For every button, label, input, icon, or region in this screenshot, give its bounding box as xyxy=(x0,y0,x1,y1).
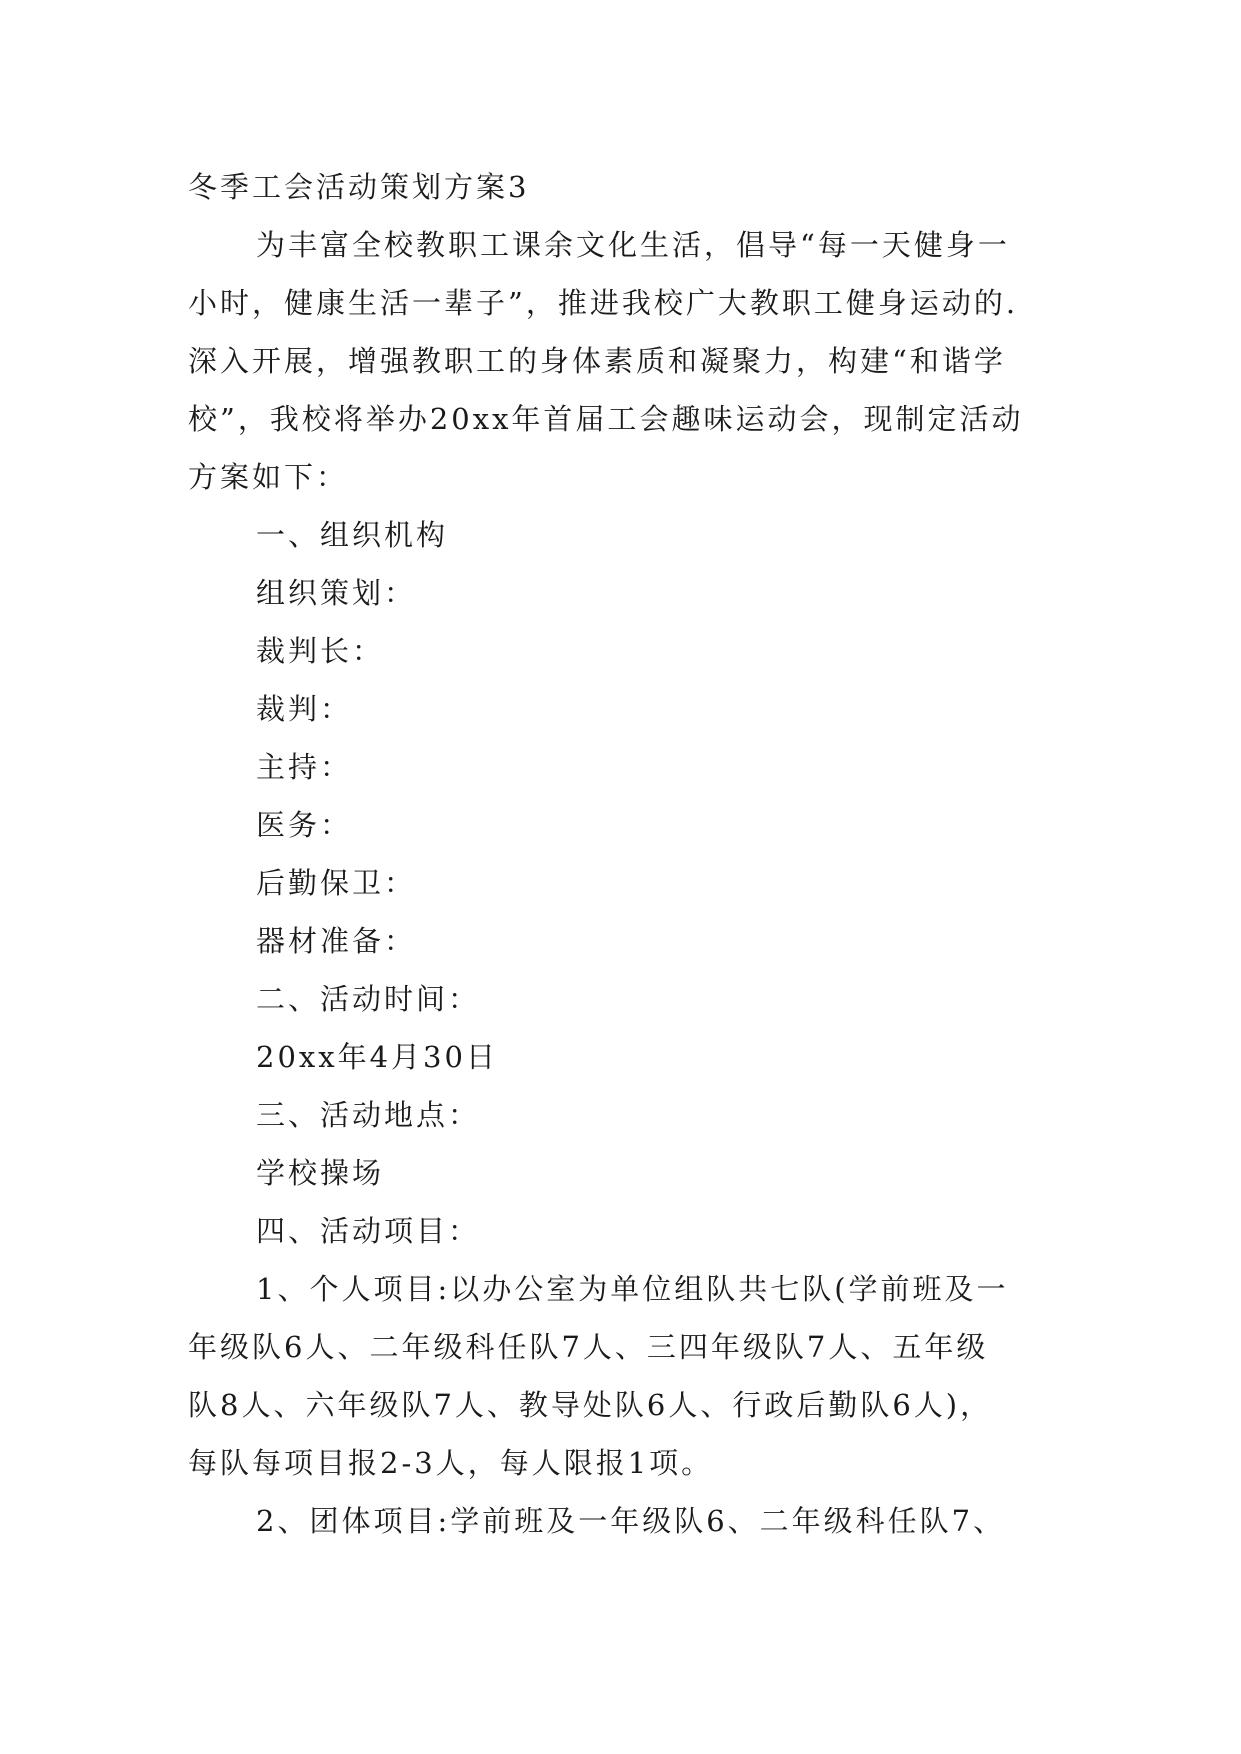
organization-item: 裁判： xyxy=(256,692,353,726)
paragraph-line: 年级队6人、二年级科任队7人、三四年级队7人、五年级 xyxy=(188,1330,989,1364)
paragraph-line: 2、团体项目:学前班及一年级队6、二年级科任队7、 xyxy=(256,1504,1006,1538)
paragraph-line: 小时，健康生活一辈子”，推进我校广大教职工健身运动的. xyxy=(188,286,1019,320)
section-heading-location: 三、活动地点： xyxy=(256,1098,481,1132)
activity-location: 学校操场 xyxy=(256,1156,385,1190)
section-heading-events: 四、活动项目： xyxy=(256,1214,481,1248)
section-heading-organization: 一、组织机构 xyxy=(256,518,449,552)
paragraph-line: 为丰富全校教职工课余文化生活，倡导“每一天健身一 xyxy=(256,228,1010,262)
individual-events-paragraph xyxy=(188,1260,1068,1492)
paragraph-line: 每队每项目报2-3人，每人限报1项。 xyxy=(188,1446,714,1480)
paragraph-line: 队8人、六年级队7人、教导处队6人、行政后勤队6人)， xyxy=(188,1388,993,1422)
organization-item: 组织策划： xyxy=(256,576,417,610)
organization-item: 医务： xyxy=(256,808,353,842)
document-title: 冬季工会活动策划方案3 xyxy=(188,170,530,204)
document-body xyxy=(188,158,1068,1550)
paragraph-line: 校”，我校将举办20xx年首届工会趣味运动会，现制定活动 xyxy=(188,402,1024,436)
paragraph-line: 方案如下： xyxy=(188,460,349,494)
organization-item: 器材准备： xyxy=(256,924,417,958)
organization-item: 后勤保卫： xyxy=(256,866,417,900)
organization-item: 裁判长： xyxy=(256,634,385,668)
paragraph-line: 1、个人项目:以办公室为单位组队共七队(学前班及一 xyxy=(256,1272,1009,1306)
activity-date: 20xx年4月30日 xyxy=(256,1040,498,1074)
team-events-paragraph xyxy=(188,1492,1068,1550)
paragraph-line: 深入开展，增强教职工的身体素质和凝聚力，构建“和谐学 xyxy=(188,344,1006,378)
intro-paragraph xyxy=(188,216,1068,506)
organization-item: 主持： xyxy=(256,750,353,784)
section-heading-time: 二、活动时间： xyxy=(256,982,481,1016)
